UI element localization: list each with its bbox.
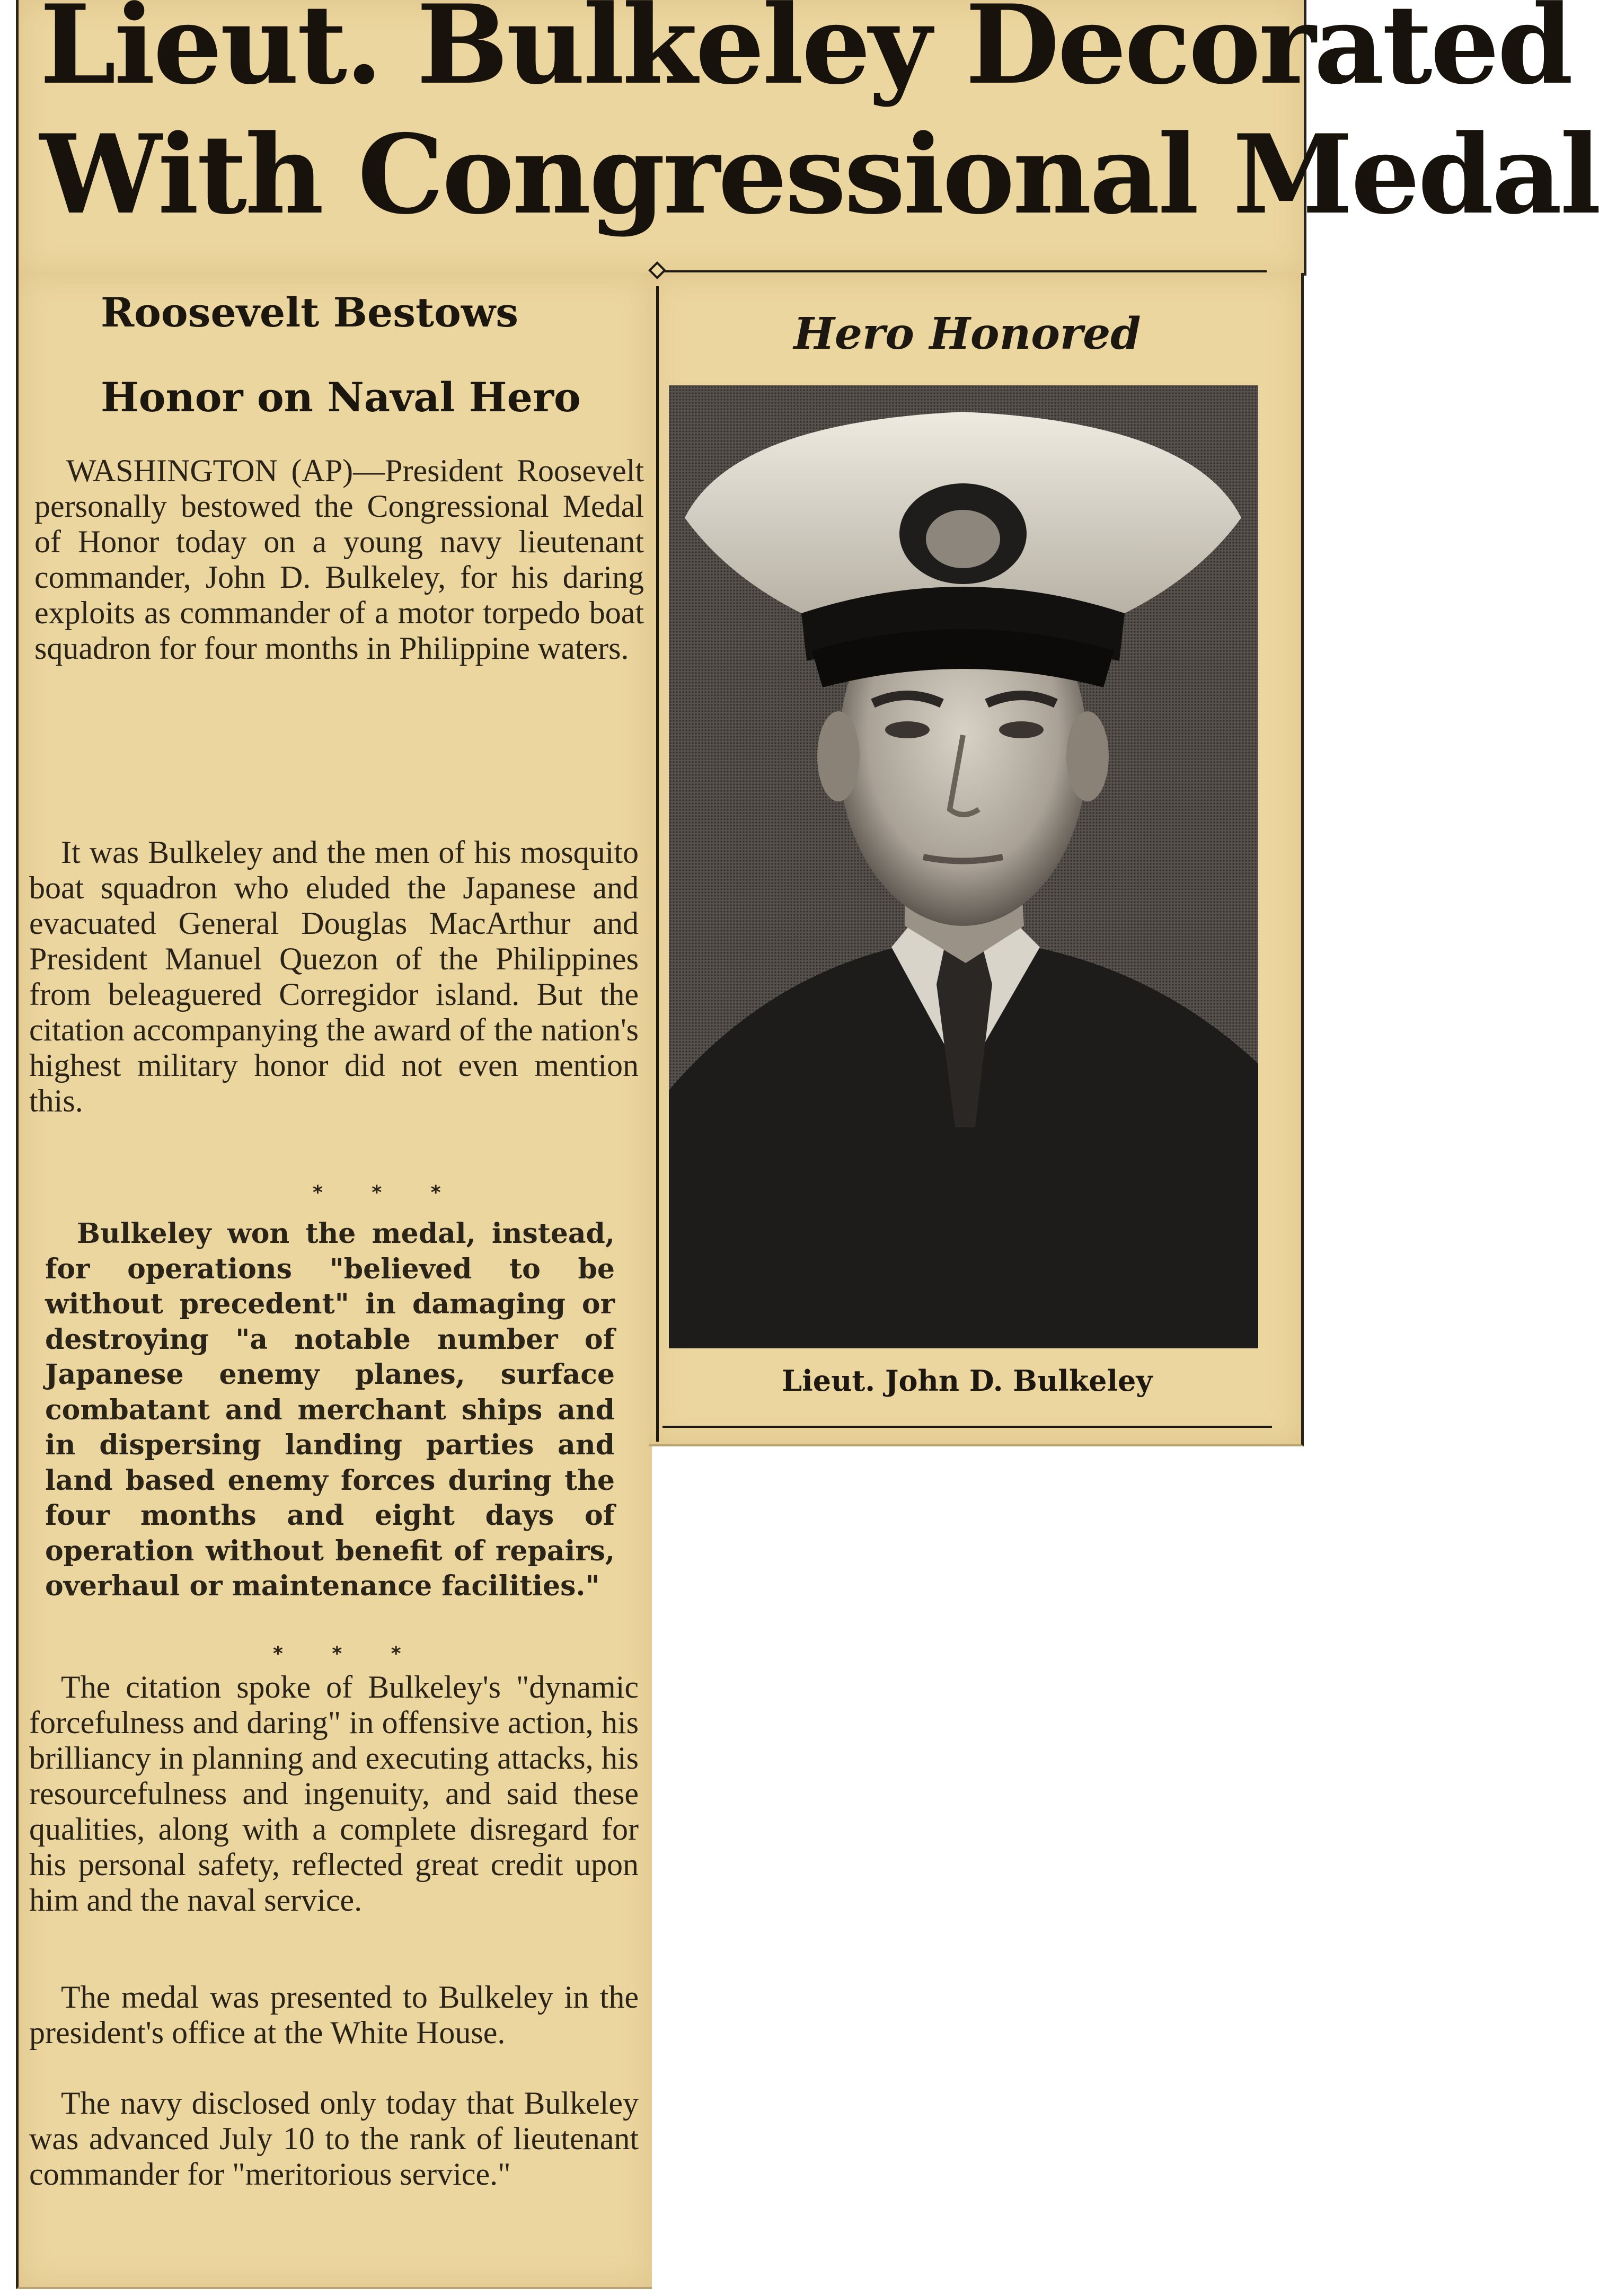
portrait-photo (669, 385, 1258, 1348)
portrait-photo-illustration (669, 385, 1258, 1348)
article-paragraph-1 (34, 453, 644, 666)
article-paragraph-3-bold (45, 1216, 615, 1604)
right-eye (999, 721, 1044, 738)
left-ear (817, 711, 860, 801)
left-eye (885, 721, 930, 738)
subheadline-line-2: Honor on Naval Hero (101, 374, 581, 421)
article-paragraph-6 (29, 2086, 639, 2192)
cap-badge-center (926, 510, 1000, 568)
separator-asterisks-1: * * * (313, 1182, 462, 1204)
paragraph-text: The medal was presented to Bulkeley in the president's office at the White House. (29, 1980, 639, 2050)
subheadline-line-1: Roosevelt Bestows (101, 289, 519, 336)
photo-caption: Lieut. John D. Bulkeley (782, 1364, 1153, 1398)
separator-asterisks-2: * * * (273, 1643, 422, 1665)
photo-box-bottom-rule (662, 1426, 1272, 1428)
article-paragraph-2 (29, 835, 639, 1119)
photo-box-title: Hero Honored (793, 308, 1141, 359)
article-paragraph-4 (29, 1670, 639, 1918)
article-paragraph-5 (29, 1980, 639, 2051)
paragraph-text: The navy disclosed only today that Bulkeley was advanced July 10 to the rank of lieutenant commander for "meritorious service." (29, 2086, 639, 2192)
paragraph-text: WASHINGTON (AP)—President Roosevelt personally bestowed the Congressional Medal of Honor today on a young navy lieutenant commander, John D. Bulkeley, for his daring exploits as commander of a motor torpedo boat squadron for four months in Philippine waters. (34, 453, 644, 666)
paragraph-text: The citation spoke of Bulkeley's "dynamic forcefulness and daring" in offensive action, his brilliancy in planning and executing attacks, his resourcefulness and ingenuity, and said these qualities, along with a complete disregard for his personal safety, reflected great credit upon him and the naval service. (29, 1670, 639, 1918)
column-divider-rule (656, 286, 659, 1442)
paragraph-text: It was Bulkeley and the men of his mosquito boat squadron who eluded the Japanese and evacuated General Douglas MacArthur and President Manuel Quezon of the Philippines from beleaguered Corregidor island. But the citation accompanying the award of the nation's highest military honor did not even mention this. (29, 835, 639, 1118)
top-divider-rule (662, 270, 1267, 272)
headline-line-2: With Congressional Medal (40, 111, 1599, 239)
paragraph-text: Bulkeley won the medal, instead, for operations "believed to be without precedent" in damaging or destroying "a notable number of Japanese enemy planes, surface combatant and merchant ships and in dispersing landing parties and land based enemy forces during the four months and eight days of operation without benefit of repairs, overhaul or maintenance facilities." (45, 1217, 615, 1602)
right-ear (1066, 711, 1109, 801)
headline-line-1: Lieut. Bulkeley Decorated (40, 0, 1571, 109)
